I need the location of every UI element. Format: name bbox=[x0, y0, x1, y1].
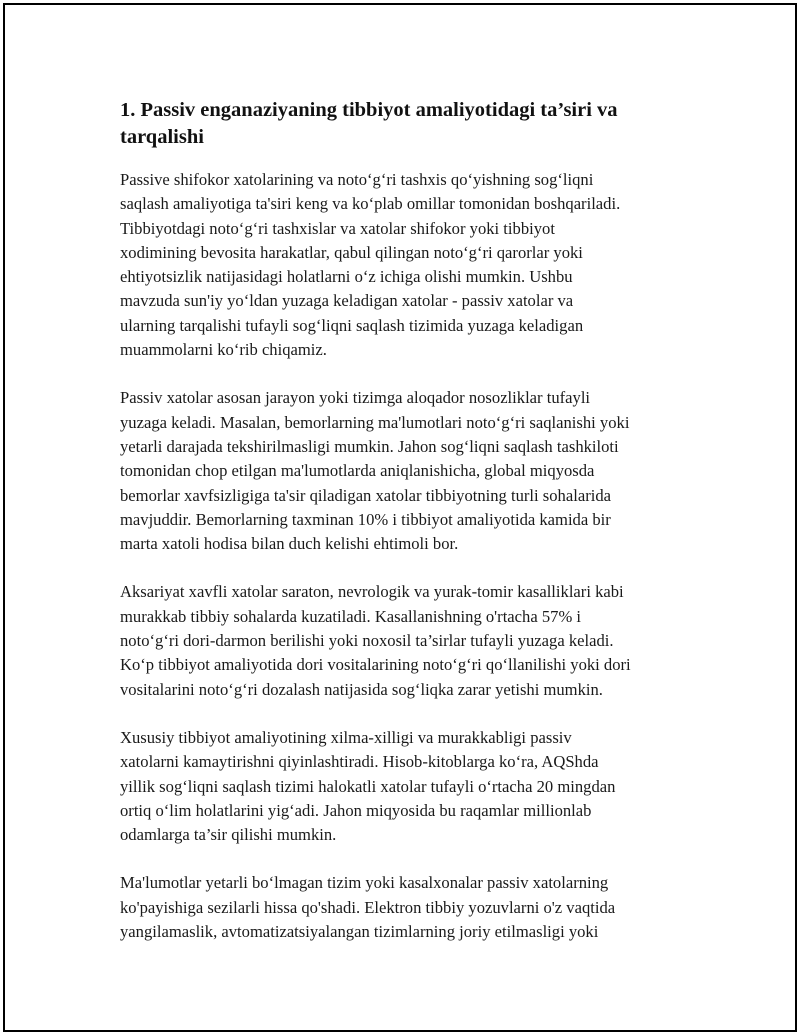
text-line: murakkab tibbiy sohalarda kuzatiladi. Kasallanishning o'rtacha 57% i bbox=[120, 606, 582, 626]
text-line: bemorlar xavfsizligiga ta'sir qiladigan xatolar tibbiyotning turli sohalarida bbox=[120, 485, 611, 505]
text-line: ehtiyotsizlik natijasidagi holatlarni o‘z ichiga olishi mumkin. Ushbu bbox=[120, 267, 573, 287]
text-line: Aksariyat xavfli xatolar saraton, nevrologik va yurak-tomir kasalliklari kabi bbox=[120, 582, 624, 602]
text-line: Passive shifokor xatolarining va noto‘g‘ri tashxis qo‘yishning sog‘liqni bbox=[120, 170, 594, 189]
text-line: muammolarni ko‘rib chiqamiz. bbox=[120, 340, 327, 360]
paragraph-4 bbox=[120, 726, 700, 847]
text-line: marta xatoli hodisa bilan duch kelishi ehtimoli bor. bbox=[120, 534, 459, 554]
text-line: yuzaga keladi. Masalan, bemorlarning ma'lumotlari noto‘g‘ri saqlanishi yoki bbox=[120, 412, 630, 432]
text-line: yillik sog‘liqni saqlash tizimi halokatli xatolar tufayli o‘rtacha 20 mingdan bbox=[120, 776, 616, 796]
text-line: vositalarini noto‘g‘ri dozalash natijasida sog‘liqka zarar yetishi mumkin. bbox=[120, 679, 603, 699]
text-line: Xususiy tibbiyot amaliyotining xilma-xilligi va murakkabligi passiv bbox=[120, 727, 572, 747]
text-line: ortiq o‘lim holatlarini yig‘adi. Jahon miqyosida bu raqamlar millionlab bbox=[120, 800, 592, 820]
paragraph-5 bbox=[120, 871, 700, 944]
text-line: Ko‘p tibbiyot amaliyotida dori vositalarining noto‘g‘ri qo‘llanilishi yoki dori bbox=[120, 655, 631, 675]
paragraph-3 bbox=[120, 580, 700, 701]
text-line: ko'payishiga sezilarli hissa qo'shadi. Elektron tibbiy yozuvlarni o'z vaqtida bbox=[120, 897, 616, 917]
text-line: xatolarni kamaytirishni qiyinlashtiradi. Hisob-kitoblarga ko‘ra, AQShda bbox=[120, 752, 599, 772]
section-heading bbox=[120, 97, 700, 151]
text-line: mavzuda sun'iy yo‘ldan yuzaga keladigan xatolar - passiv xatolar va bbox=[120, 291, 574, 311]
text-line: xodimining bevosita harakatlar, qabul qilingan noto‘g‘ri qarorlar yoki bbox=[120, 242, 583, 262]
text-line: odamlarga ta’sir qilishi mumkin. bbox=[120, 825, 337, 845]
text-line: saqlash amaliyotiga ta'siri keng va ko‘plab omillar tomonidan boshqariladi. bbox=[120, 194, 621, 214]
text-line: yetarli darajada tekshirilmasligi mumkin. Jahon sog‘liqni saqlash tashkiloti bbox=[120, 436, 619, 456]
heading-line: 1. Passiv enganaziyaning tibbiyot amaliyotidagi ta’siri va bbox=[120, 99, 618, 121]
paragraph-1 bbox=[120, 168, 700, 362]
document-content bbox=[120, 97, 700, 968]
text-line: Ma'lumotlar yetarli bo‘lmagan tizim yoki kasalxonalar passiv xatolarning bbox=[120, 873, 609, 893]
paragraph-2 bbox=[120, 386, 700, 556]
text-line: noto‘g‘ri dori-darmon berilishi yoki noxosil ta’sirlar tufayli yuzaga keladi. bbox=[120, 631, 614, 651]
text-line: Tibbiyotdagi noto‘g‘ri tashxislar va xatolar shifokor yoki tibbiyot bbox=[120, 218, 555, 238]
text-line: ularning tarqalishi tufayli sog‘liqni saqlash tizimida yuzaga keladigan bbox=[120, 315, 584, 335]
text-line: tomonidan chop etilgan ma'lumotlarda aniqlanishicha, global miqyosda bbox=[120, 461, 595, 481]
text-line: yangilamaslik, avtomatizatsiyalangan tizimlarning joriy etilmasligi yoki bbox=[120, 922, 599, 942]
heading-line: tarqalishi bbox=[120, 126, 204, 148]
text-line: mavjuddir. Bemorlarning taxminan 10% i tibbiyot amaliyotida kamida bir bbox=[120, 509, 611, 529]
document-page bbox=[3, 3, 797, 1032]
text-line: Passiv xatolar asosan jarayon yoki tizimga aloqador nosozliklar tufayli bbox=[120, 388, 591, 408]
